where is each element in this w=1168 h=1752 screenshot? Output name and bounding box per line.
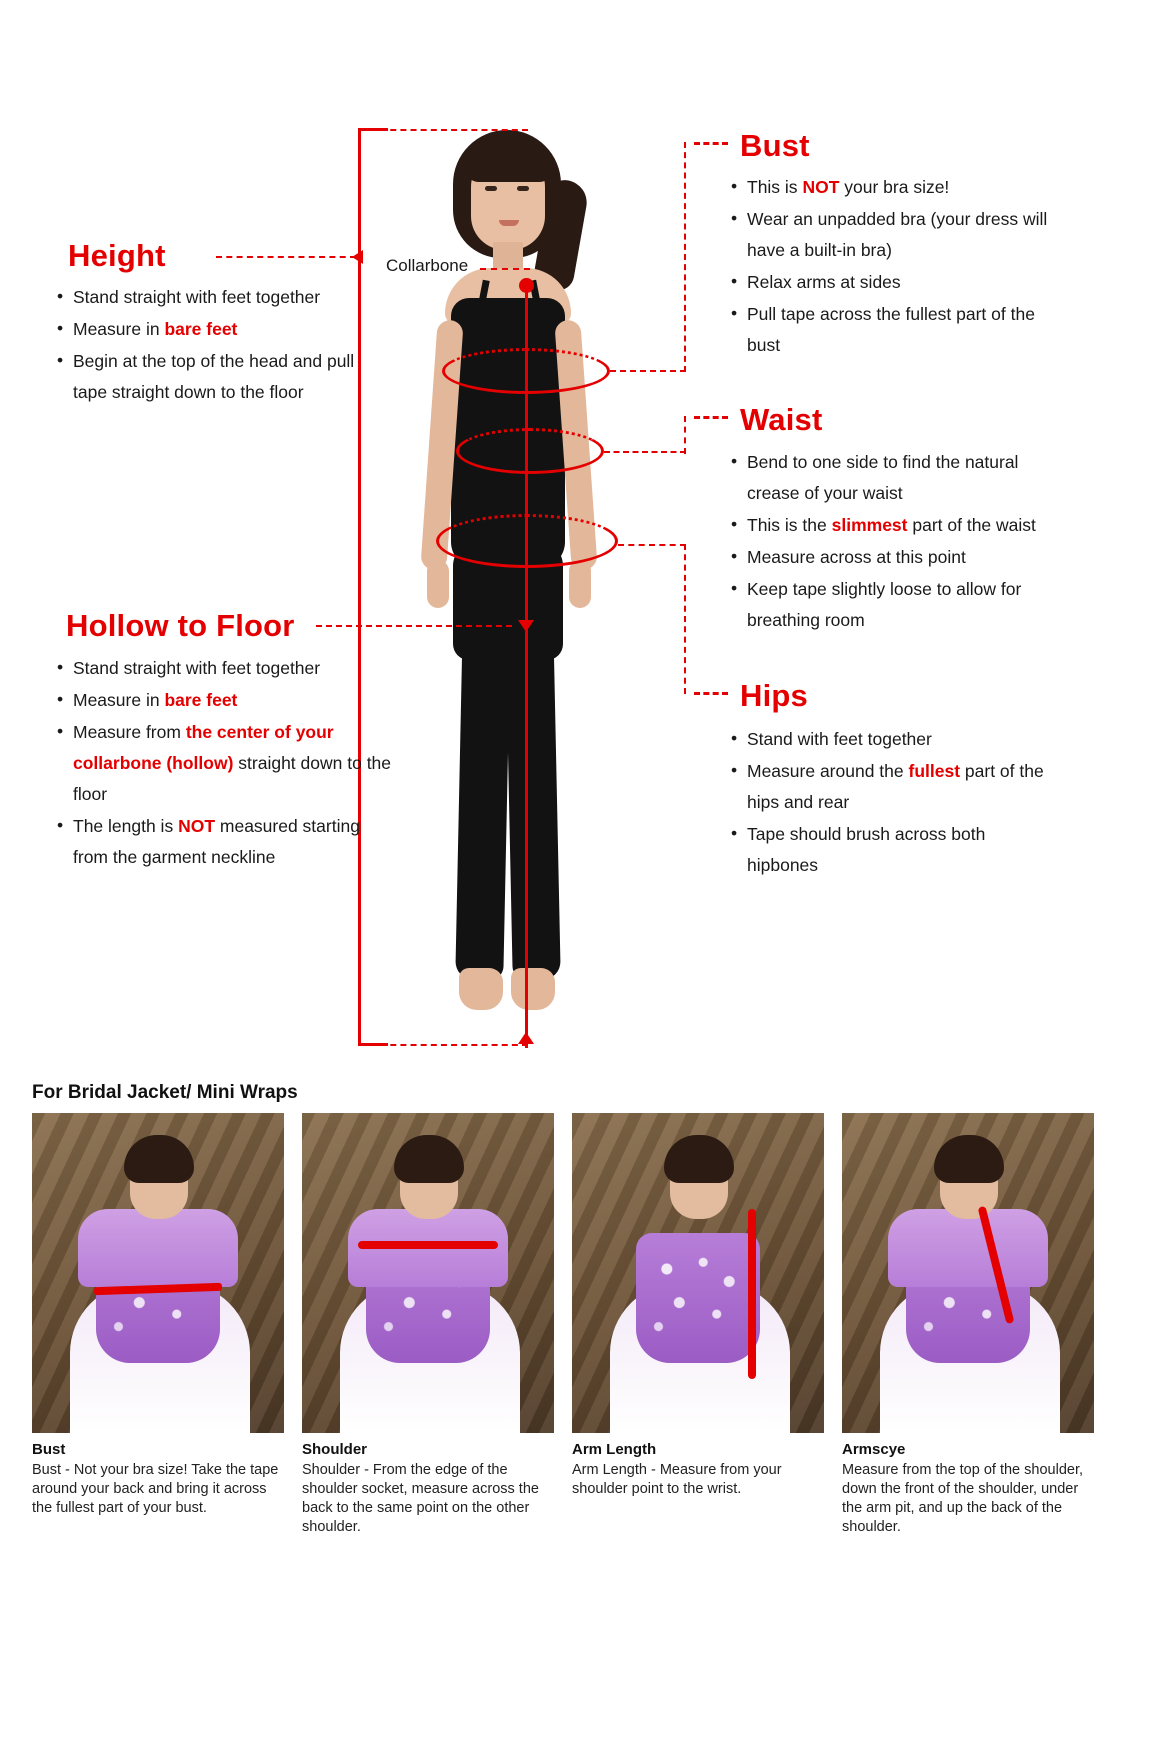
list-item: • Keep tape slightly loose to allow for breathing room [728,574,1068,636]
photo-jacket [78,1209,238,1287]
highlight-bare-feet: bare feet [164,319,238,339]
highlight-collarbone: the center of your collarbone (hollow) [73,722,334,773]
hips-connector-h [618,544,686,546]
list-item: • Measure from the center of your collarbone (hollow) straight down to the floor [54,717,394,810]
waist-lead-dash [694,416,728,419]
hollow-arrow-down [518,620,534,632]
section-list-bust [728,172,1058,362]
waist-connector-h [604,451,686,453]
bridal-card-bust [32,1113,284,1537]
bust-connector-h [610,370,686,372]
collarbone-label: Collarbone [386,256,469,275]
model-foot-left [459,968,503,1010]
section-list-hips [728,724,1048,882]
model-eye-left [485,186,497,191]
section-title-bust: Bust [740,128,810,163]
bust-connector-v [684,142,686,372]
section-title-waist: Waist [740,402,823,437]
hollow-arrow-up [518,1032,534,1044]
card-title: Bust [32,1441,66,1458]
bridal-photo-bust [32,1113,284,1433]
height-label-arrow [352,250,363,264]
model-hand-left [427,560,449,608]
collarbone-point [519,278,534,293]
height-measure-line [358,128,361,1046]
waist-connector-v [684,416,686,454]
card-title: Armscye [842,1441,906,1458]
card-description: Measure from the top of the shoulder, down the front of the shoulder, under the arm pit, and up the back of the shoulder. [842,1462,1083,1535]
hollow-to-floor-measure-line [525,290,528,1048]
shoulder-measure-marker [358,1241,498,1249]
arm-length-measure-marker [748,1209,756,1379]
body-measurement-diagram [18,10,1150,1070]
list-item: • Tape should brush across both hipbones [728,819,1048,881]
list-item: • Stand straight with feet together [54,653,394,684]
list-item: • Wear an unpadded bra (your dress will have a built-in bra) [728,204,1058,266]
list-item: • Relax arms at sides [728,267,1058,298]
bridal-card-list [32,1113,1142,1537]
card-description: Shoulder - From the edge of the shoulder socket, measure across the back to the same point on the other shoulder. [302,1462,539,1535]
highlight-not: NOT [178,816,216,836]
hips-measure-ellipse [436,514,618,568]
model-hair-front [465,138,553,182]
list-item: • Pull tape across the fullest part of the bust [728,299,1058,361]
section-list-hollow-to-floor [54,653,394,874]
card-description: Bust - Not your bra size! Take the tape around your back and bring it across the fullest part of your bust. [32,1462,279,1516]
section-list-waist [728,447,1068,637]
card-title: Shoulder [302,1441,368,1458]
list-item: • This is NOT your bra size! [728,172,1058,203]
bridal-photo-armscye [842,1113,1094,1433]
list-item: • Measure in bare feet [54,314,384,345]
list-item: • Begin at the top of the head and pull tape straight down to the floor [54,346,384,408]
model-hand-right [569,560,591,608]
bridal-card-shoulder [302,1113,554,1537]
list-item: • Measure around the fullest part of the hips and rear [728,756,1048,818]
list-item: • Stand straight with feet together [54,282,384,313]
list-item: • The length is NOT measured starting from the garment neckline [54,811,394,873]
hips-connector-v [684,544,686,694]
height-top-guide [370,129,528,131]
section-title-hollow-to-floor: Hollow to Floor [66,608,295,643]
height-label-leader [216,256,356,258]
section-list-height [54,282,384,409]
highlight-slimmest: slimmest [831,515,908,535]
model-mouth [499,220,519,226]
card-title: Arm Length [572,1441,657,1458]
height-bottom-guide [370,1044,528,1046]
bridal-section-title: For Bridal Jacket/ Mini Wraps [32,1082,298,1103]
card-description: Arm Length - Measure from your shoulder point to the wrist. [572,1462,782,1497]
highlight-bare-feet-2: bare feet [164,690,238,710]
bridal-card-arm-length [572,1113,824,1537]
model-leg-right [505,620,561,981]
highlight-fullest: fullest [908,761,961,781]
model-eye-right [517,186,529,191]
bust-lead-dash [694,142,728,145]
bridal-card-armscye [842,1113,1094,1537]
photo-lace-detail [646,1245,750,1341]
list-item: • Measure across at this point [728,542,1068,573]
model-foot-right [511,968,555,1010]
measurement-guide-page [18,10,1150,1742]
hips-lead-dash [694,692,728,695]
model-leg-left [455,620,511,981]
section-title-hips: Hips [740,678,808,713]
waist-measure-ellipse [456,428,604,474]
collarbone-guide [480,268,530,270]
bust-measure-ellipse [442,348,610,394]
photo-jacket [888,1209,1048,1287]
highlight-not-bra: NOT [802,177,840,197]
section-title-height: Height [68,238,166,273]
list-item: • This is the slimmest part of the waist [728,510,1068,541]
list-item: • Measure in bare feet [54,685,394,716]
list-item: • Bend to one side to find the natural crease of your waist [728,447,1068,509]
hollow-label-leader [316,625,512,627]
bridal-photo-shoulder [302,1113,554,1433]
bridal-photo-arm-length [572,1113,824,1433]
list-item: • Stand with feet together [728,724,1048,755]
